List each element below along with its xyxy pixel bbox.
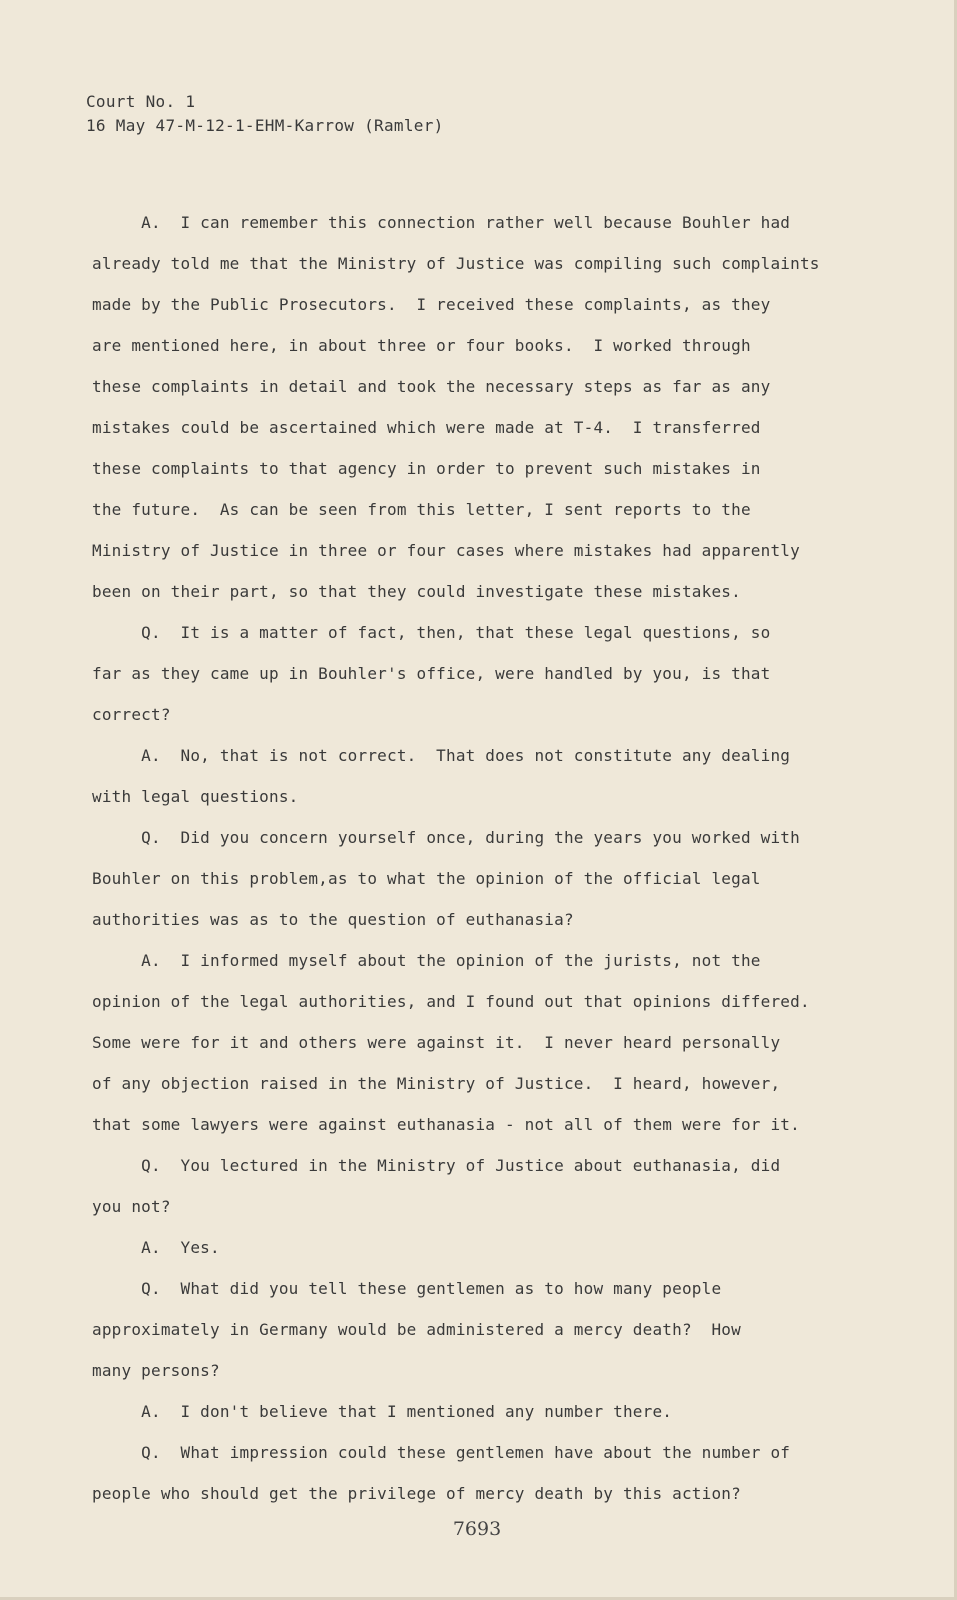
transcript-line: opinion of the legal authorities, and I found out that opinions differed.	[92, 992, 810, 1011]
transcript-line: approximately in Germany would be administered a mercy death? How	[92, 1320, 741, 1339]
transcript-paragraph	[92, 1227, 852, 1268]
transcript-line: been on their part, so that they could investigate these mistakes.	[92, 582, 741, 601]
transcript-line: that some lawyers were against euthanasia - not all of them were for it.	[92, 1115, 800, 1134]
transcript-line: people who should get the privilege of mercy death by this action?	[92, 1484, 741, 1503]
transcript-line: many persons?	[92, 1361, 220, 1380]
transcript-paragraph	[92, 940, 852, 1145]
transcript-line: Q. You lectured in the Ministry of Justice about euthanasia, did	[92, 1156, 781, 1175]
transcript-line: A. No, that is not correct. That does not constitute any dealing	[92, 746, 791, 765]
transcript-line: already told me that the Ministry of Justice was compiling such complaints	[92, 254, 820, 273]
transcript-line: with legal questions.	[92, 787, 299, 806]
transcript-paragraph	[92, 1268, 852, 1391]
transcript-line: these complaints in detail and took the necessary steps as far as any	[92, 377, 771, 396]
transcript-line: you not?	[92, 1197, 171, 1216]
transcript-line: mistakes could be ascertained which were made at T-4. I transferred	[92, 418, 761, 437]
transcript-line: are mentioned here, in about three or four books. I worked through	[92, 336, 751, 355]
transcript-line: Q. It is a matter of fact, then, that these legal questions, so	[92, 623, 771, 642]
transcript-line: of any objection raised in the Ministry of Justice. I heard, however,	[92, 1074, 781, 1093]
court-number: Court No. 1	[86, 92, 196, 111]
transcript-line: made by the Public Prosecutors. I received these complaints, as they	[92, 295, 771, 314]
transcript-line: the future. As can be seen from this letter, I sent reports to the	[92, 500, 751, 519]
transcript-line: A. I informed myself about the opinion of the jurists, not the	[92, 951, 761, 970]
case-reference: 16 May 47-M-12-1-EHM-Karrow (Ramler)	[86, 116, 444, 135]
transcript-body	[92, 202, 852, 1514]
transcript-line: Some were for it and others were against it. I never heard personally	[92, 1033, 781, 1052]
transcript-line: these complaints to that agency in order to prevent such mistakes in	[92, 459, 761, 478]
transcript-line: Q. What impression could these gentlemen have about the number of	[92, 1443, 791, 1462]
transcript-paragraph	[92, 1145, 852, 1227]
transcript-line: Bouhler on this problem,as to what the opinion of the official legal	[92, 869, 761, 888]
document-header	[86, 90, 444, 138]
transcript-line: authorities was as to the question of euthanasia?	[92, 910, 574, 929]
transcript-line: A. I don't believe that I mentioned any number there.	[92, 1402, 673, 1421]
transcript-paragraph	[92, 817, 852, 940]
transcript-line: far as they came up in Bouhler's office, were handled by you, is that	[92, 664, 771, 683]
transcript-line: Q. Did you concern yourself once, during the years you worked with	[92, 828, 800, 847]
transcript-line: Q. What did you tell these gentlemen as to how many people	[92, 1279, 722, 1298]
transcript-line: A. I can remember this connection rather well because Bouhler had	[92, 213, 791, 232]
transcript-paragraph	[92, 612, 852, 735]
transcript-line: A. Yes.	[92, 1238, 220, 1257]
transcript-paragraph	[92, 1432, 852, 1514]
transcript-paragraph	[92, 1391, 852, 1432]
transcript-paragraph	[92, 735, 852, 817]
transcript-line: correct?	[92, 705, 171, 724]
transcript-paragraph	[92, 202, 852, 612]
page-number: 7693	[452, 1518, 502, 1540]
transcript-line: Ministry of Justice in three or four cases where mistakes had apparently	[92, 541, 800, 560]
